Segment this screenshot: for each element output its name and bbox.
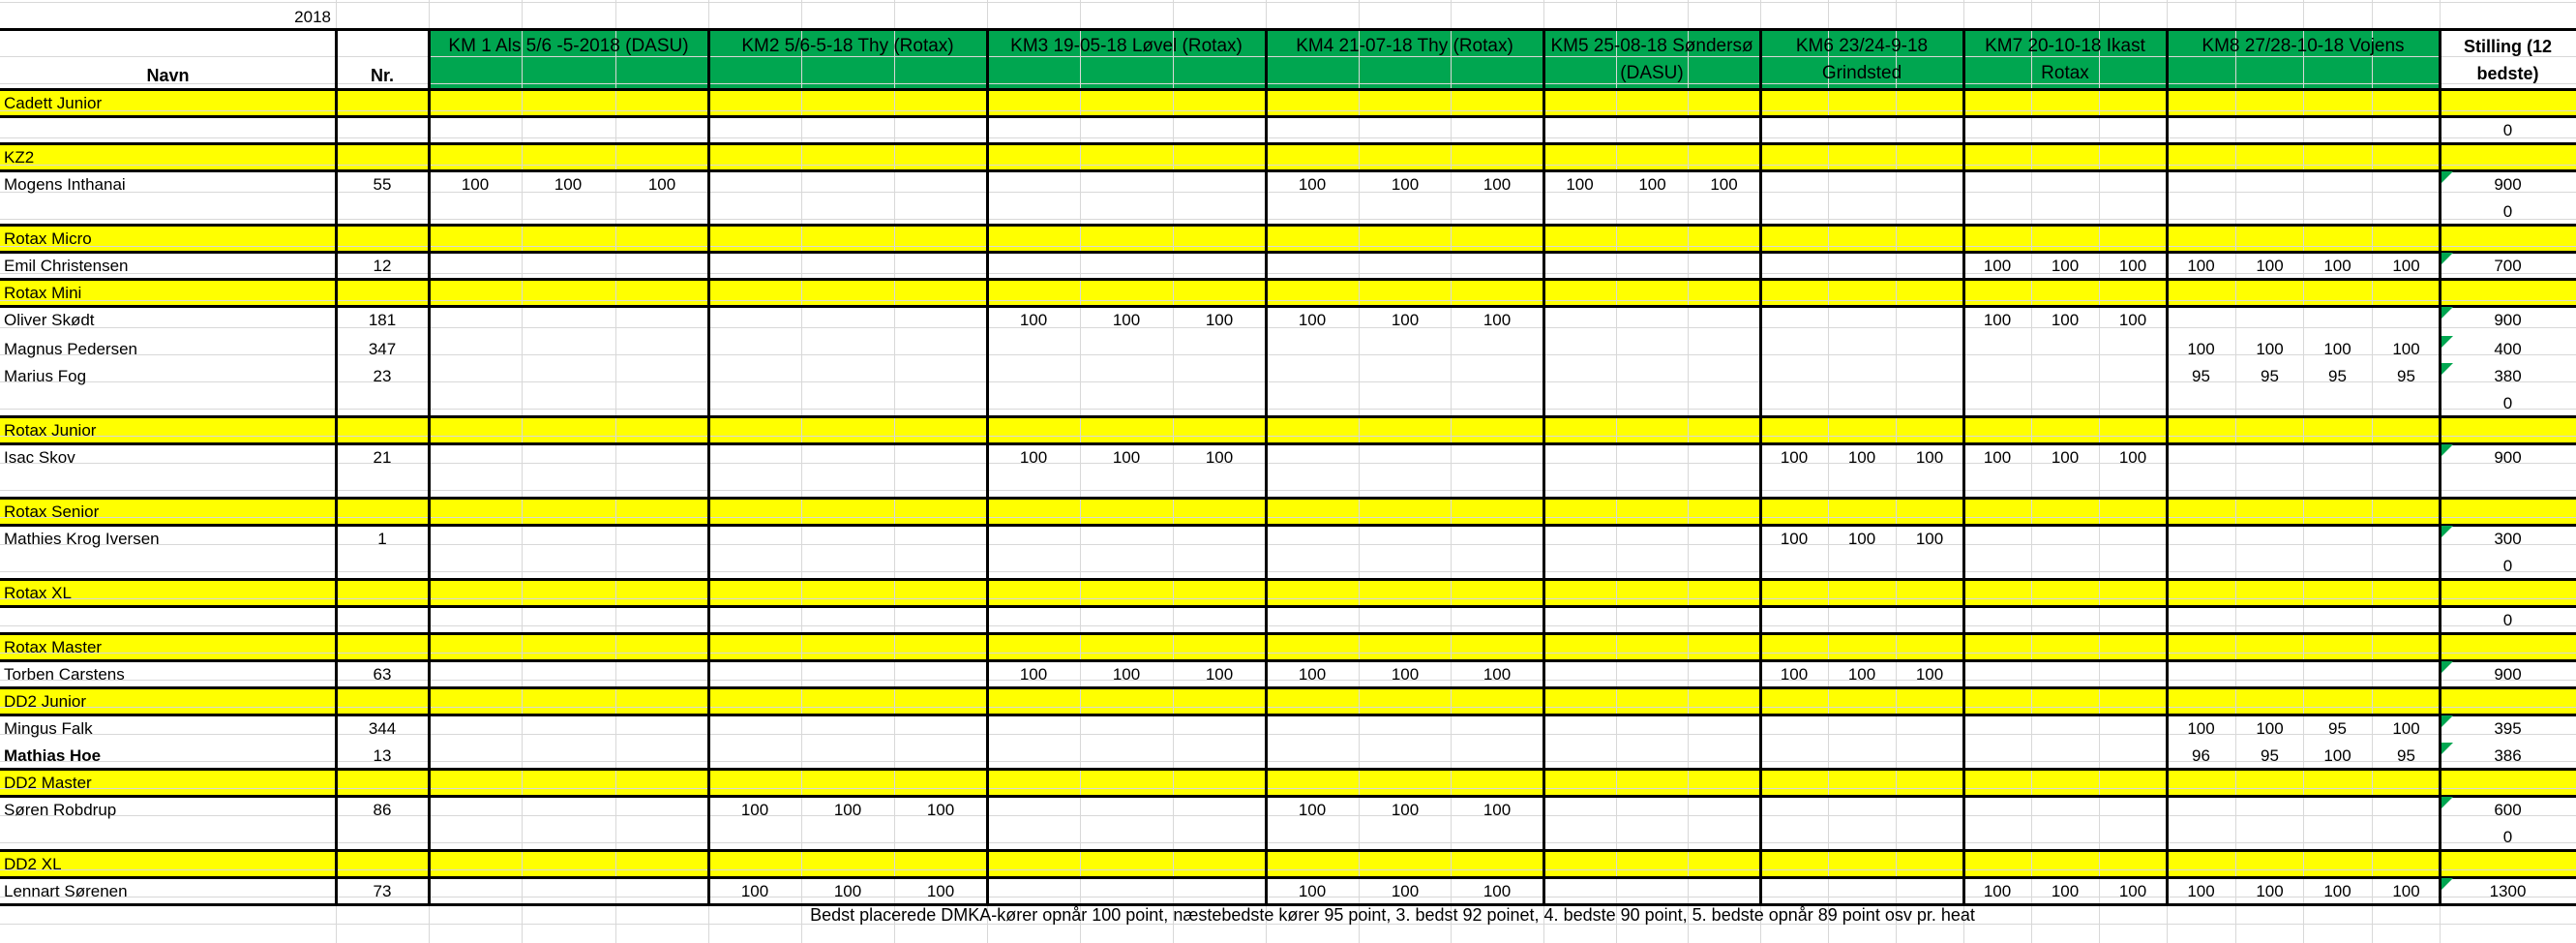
driver-number[interactable]: 181 bbox=[368, 310, 397, 329]
driver-name[interactable] bbox=[0, 389, 336, 416]
driver-name[interactable]: Marius Fog bbox=[4, 366, 87, 385]
heat-score[interactable]: 100 bbox=[1638, 174, 1666, 194]
heat-score[interactable]: 100 bbox=[2256, 718, 2284, 738]
standing-total[interactable]: 0 bbox=[2502, 827, 2513, 846]
class-band bbox=[0, 850, 2576, 877]
race-header-2[interactable]: KM2 5/6-5-18 Thy (Rotax) bbox=[741, 36, 954, 56]
heat-score[interactable]: 95 bbox=[2192, 366, 2210, 385]
class-label[interactable]: KZ2 bbox=[4, 147, 35, 167]
driver-number[interactable]: 13 bbox=[373, 745, 392, 765]
class-label[interactable]: DD2 Master bbox=[4, 773, 92, 792]
driver-number[interactable] bbox=[336, 389, 429, 416]
standing-total[interactable]: 380 bbox=[2494, 366, 2522, 385]
driver-number[interactable] bbox=[336, 198, 429, 225]
class-label[interactable]: DD2 Junior bbox=[4, 691, 87, 711]
driver-number[interactable]: 73 bbox=[373, 881, 392, 900]
driver-name[interactable]: Magnus Pedersen bbox=[4, 339, 137, 358]
driver-name[interactable] bbox=[0, 823, 336, 850]
race-header-3[interactable]: KM3 19-05-18 Løvel (Rotax) bbox=[1010, 36, 1243, 56]
standing-total[interactable]: 400 bbox=[2494, 339, 2522, 358]
race-header-6[interactable]: KM6 23/24-9-18 Grindsted bbox=[1795, 36, 1929, 83]
heat-score[interactable]: 100 bbox=[1391, 310, 1420, 329]
driver-name[interactable]: Lennart Sørenen bbox=[4, 881, 128, 900]
driver-name[interactable]: Søren Robdrup bbox=[4, 800, 117, 819]
standing-total[interactable]: 386 bbox=[2494, 745, 2522, 765]
heat-score[interactable]: 100 bbox=[1483, 800, 1512, 819]
heat-score[interactable]: 100 bbox=[2187, 718, 2215, 738]
heat-score[interactable]: 100 bbox=[1019, 664, 1048, 684]
standing-total[interactable]: 900 bbox=[2494, 174, 2522, 194]
driver-name[interactable] bbox=[0, 552, 336, 579]
class-band bbox=[0, 579, 2576, 606]
heat-score[interactable]: 100 bbox=[1983, 447, 2012, 467]
heat-score[interactable]: 100 bbox=[1112, 310, 1141, 329]
heat-score[interactable]: 100 bbox=[2187, 256, 2215, 275]
heat-score[interactable]: 100 bbox=[2256, 339, 2284, 358]
grid-line bbox=[0, 869, 2576, 870]
class-band bbox=[0, 225, 2576, 252]
comment-indicator-icon bbox=[2441, 171, 2453, 183]
heat-score[interactable]: 100 bbox=[2392, 881, 2420, 900]
heat-score[interactable]: 100 bbox=[2051, 447, 2080, 467]
standing-total[interactable]: 0 bbox=[2502, 393, 2513, 412]
heat-score[interactable]: 100 bbox=[2118, 310, 2147, 329]
driver-name[interactable]: Emil Christensen bbox=[4, 256, 129, 275]
race-header-7[interactable]: KM7 20-10-18 Ikast Rotax bbox=[1985, 36, 2145, 83]
heat-score[interactable]: 100 bbox=[1019, 447, 1048, 467]
heat-score[interactable]: 100 bbox=[1298, 174, 1327, 194]
driver-name[interactable] bbox=[0, 198, 336, 225]
heat-score[interactable]: 100 bbox=[2392, 256, 2420, 275]
driver-name[interactable]: Mingus Falk bbox=[4, 718, 93, 738]
standing-total[interactable]: 900 bbox=[2494, 447, 2522, 467]
heat-score[interactable]: 95 bbox=[2397, 745, 2415, 765]
class-band bbox=[0, 633, 2576, 660]
class-band bbox=[0, 279, 2576, 306]
driver-number[interactable]: 23 bbox=[373, 366, 392, 385]
heat-score[interactable]: 95 bbox=[2397, 366, 2415, 385]
class-label[interactable]: Rotax Master bbox=[4, 637, 103, 656]
heat-score[interactable]: 95 bbox=[2261, 366, 2279, 385]
heat-score[interactable]: 100 bbox=[2187, 881, 2215, 900]
driver-number[interactable]: 86 bbox=[373, 800, 392, 819]
heat-score[interactable]: 100 bbox=[1019, 310, 1048, 329]
heat-score[interactable]: 100 bbox=[1983, 310, 2012, 329]
standing-total[interactable]: 900 bbox=[2494, 310, 2522, 329]
header-name[interactable]: Navn bbox=[146, 66, 190, 85]
footnote: Bedst placerede DMKA-kører opnår 100 point, næstebedste kører 95 point, 3. bedst 92 poinet, 4. bedste 90 point, 5. bedste opnår 89 point osv pr. heat bbox=[810, 904, 1975, 925]
heat-score[interactable]: 100 bbox=[1847, 529, 1876, 548]
heat-score[interactable]: 100 bbox=[926, 881, 955, 900]
class-band bbox=[0, 89, 2576, 116]
heat-score[interactable]: 100 bbox=[2392, 718, 2420, 738]
heat-score[interactable]: 100 bbox=[1915, 447, 1944, 467]
border-line bbox=[707, 29, 710, 904]
driver-number[interactable]: 55 bbox=[373, 174, 392, 194]
heat-score[interactable]: 100 bbox=[1483, 881, 1512, 900]
driver-number[interactable]: 21 bbox=[373, 447, 392, 467]
heat-score[interactable]: 100 bbox=[1391, 800, 1420, 819]
race-header-1[interactable]: KM 1 Als 5/6 -5-2018 (DASU) bbox=[448, 36, 689, 56]
heat-score[interactable]: 100 bbox=[1983, 881, 2012, 900]
heat-score[interactable]: 100 bbox=[1847, 447, 1876, 467]
heat-score[interactable]: 100 bbox=[2323, 745, 2351, 765]
standing-total[interactable] bbox=[2440, 471, 2576, 498]
class-band bbox=[0, 769, 2576, 796]
heat-score[interactable]: 100 bbox=[2118, 881, 2147, 900]
standing-total[interactable]: 300 bbox=[2494, 529, 2522, 548]
grid-line bbox=[0, 110, 2576, 111]
class-label[interactable]: Rotax Junior bbox=[4, 420, 97, 440]
heat-score[interactable]: 100 bbox=[1391, 881, 1420, 900]
driver-number[interactable] bbox=[336, 116, 429, 143]
heat-score[interactable]: 100 bbox=[461, 174, 490, 194]
heat-score[interactable]: 100 bbox=[2118, 447, 2147, 467]
grid-line bbox=[0, 707, 2576, 708]
comment-indicator-icon bbox=[2441, 743, 2453, 754]
class-label[interactable]: Rotax Mini bbox=[4, 283, 82, 302]
heat-score[interactable]: 100 bbox=[2051, 256, 2080, 275]
driver-number[interactable]: 1 bbox=[377, 529, 387, 548]
standing-total[interactable]: 600 bbox=[2494, 800, 2522, 819]
heat-score[interactable]: 100 bbox=[1566, 174, 1594, 194]
grid-line bbox=[0, 788, 2576, 789]
heat-score[interactable]: 100 bbox=[2256, 881, 2284, 900]
heat-score[interactable]: 100 bbox=[1391, 174, 1420, 194]
heat-score[interactable]: 100 bbox=[1983, 256, 2012, 275]
heat-score[interactable]: 100 bbox=[1847, 664, 1876, 684]
heat-score[interactable]: 95 bbox=[2261, 745, 2279, 765]
grid-line bbox=[0, 165, 2576, 166]
heat-score[interactable]: 95 bbox=[2328, 718, 2347, 738]
heat-score[interactable]: 96 bbox=[2192, 745, 2210, 765]
heat-score[interactable]: 100 bbox=[1298, 664, 1327, 684]
class-label[interactable]: Rotax Senior bbox=[4, 502, 100, 521]
grid-line bbox=[0, 598, 2576, 599]
grid-line bbox=[0, 246, 2576, 247]
standing-total[interactable]: 0 bbox=[2502, 610, 2513, 629]
heat-score[interactable]: 100 bbox=[1483, 664, 1512, 684]
comment-indicator-icon bbox=[2441, 878, 2453, 890]
heat-score[interactable]: 100 bbox=[926, 800, 955, 819]
heat-score[interactable]: 100 bbox=[833, 800, 862, 819]
heat-score[interactable]: 100 bbox=[740, 800, 769, 819]
heat-score[interactable]: 100 bbox=[1298, 881, 1327, 900]
driver-name[interactable]: Mathies Krog Iversen bbox=[4, 529, 160, 548]
heat-score[interactable]: 100 bbox=[1780, 529, 1809, 548]
heat-score[interactable]: 100 bbox=[647, 174, 676, 194]
driver-name[interactable]: Oliver Skødt bbox=[4, 310, 95, 329]
driver-name[interactable]: Torben Carstens bbox=[4, 664, 125, 684]
heat-score[interactable]: 100 bbox=[1112, 447, 1141, 467]
race-header-8[interactable]: KM8 27/28-10-18 Vojens bbox=[2202, 36, 2405, 56]
heat-score[interactable]: 100 bbox=[1205, 310, 1234, 329]
standing-total[interactable]: 0 bbox=[2502, 120, 2513, 139]
comment-indicator-icon bbox=[2441, 307, 2453, 319]
heat-score[interactable]: 100 bbox=[1298, 800, 1327, 819]
driver-name[interactable] bbox=[0, 471, 336, 498]
driver-number[interactable]: 12 bbox=[373, 256, 392, 275]
heat-score[interactable]: 100 bbox=[2392, 339, 2420, 358]
class-label[interactable]: Rotax Micro bbox=[4, 228, 92, 248]
comment-indicator-icon bbox=[2441, 715, 2453, 727]
heat-score[interactable]: 100 bbox=[1915, 529, 1944, 548]
comment-indicator-icon bbox=[2441, 363, 2453, 375]
driver-name[interactable] bbox=[0, 606, 336, 633]
heat-score[interactable]: 100 bbox=[1112, 664, 1141, 684]
heat-score[interactable]: 100 bbox=[1780, 664, 1809, 684]
heat-score[interactable]: 100 bbox=[2323, 256, 2351, 275]
heat-score[interactable]: 100 bbox=[2051, 310, 2080, 329]
driver-number[interactable]: 63 bbox=[373, 664, 392, 684]
heat-score[interactable]: 100 bbox=[554, 174, 583, 194]
class-label[interactable]: Rotax XL bbox=[4, 583, 72, 602]
driver-name[interactable] bbox=[0, 116, 336, 143]
class-band bbox=[0, 498, 2576, 525]
heat-score[interactable]: 100 bbox=[833, 881, 862, 900]
driver-number[interactable]: 347 bbox=[368, 339, 397, 358]
heat-score[interactable]: 100 bbox=[1710, 174, 1738, 194]
heat-score[interactable]: 100 bbox=[2323, 881, 2351, 900]
heat-score[interactable]: 100 bbox=[740, 881, 769, 900]
heat-score[interactable]: 100 bbox=[1298, 310, 1327, 329]
heat-score[interactable]: 100 bbox=[1483, 174, 1512, 194]
heat-score[interactable]: 100 bbox=[2118, 256, 2147, 275]
header-nr[interactable]: Nr. bbox=[370, 66, 394, 85]
heat-score[interactable]: 100 bbox=[1205, 447, 1234, 467]
heat-score[interactable]: 100 bbox=[1915, 664, 1944, 684]
grid-line bbox=[0, 517, 2576, 518]
class-band bbox=[0, 143, 2576, 170]
grid-line bbox=[0, 436, 2576, 437]
heat-score[interactable]: 100 bbox=[1391, 664, 1420, 684]
heat-score[interactable]: 100 bbox=[1483, 310, 1512, 329]
heat-score[interactable]: 95 bbox=[2328, 366, 2347, 385]
race-header-4[interactable]: KM4 21-07-18 Thy (Rotax) bbox=[1296, 36, 1513, 56]
year-cell[interactable]: 2018 bbox=[294, 7, 331, 26]
driver-name[interactable]: Isac Skov bbox=[4, 447, 75, 467]
border-line bbox=[1543, 29, 1545, 904]
header-standing[interactable]: Stilling (12 bedste) bbox=[2463, 37, 2552, 83]
standing-total[interactable]: 900 bbox=[2494, 664, 2522, 684]
grid-line bbox=[0, 300, 2576, 301]
standing-total[interactable]: 700 bbox=[2494, 256, 2522, 275]
grid-line bbox=[0, 2, 2576, 3]
standing-total[interactable]: 0 bbox=[2502, 556, 2513, 575]
heat-score[interactable]: 100 bbox=[2256, 256, 2284, 275]
class-band bbox=[0, 687, 2576, 715]
comment-indicator-icon bbox=[2441, 336, 2453, 348]
class-label[interactable]: Cadett Junior bbox=[4, 93, 103, 112]
heat-score[interactable]: 100 bbox=[2323, 339, 2351, 358]
comment-indicator-icon bbox=[2441, 797, 2453, 808]
driver-number[interactable]: 344 bbox=[368, 718, 397, 738]
standing-total[interactable]: 1300 bbox=[2489, 881, 2527, 900]
driver-number[interactable] bbox=[336, 606, 429, 633]
heat-score[interactable]: 100 bbox=[2051, 881, 2080, 900]
driver-number[interactable] bbox=[336, 823, 429, 850]
heat-score[interactable]: 100 bbox=[2187, 339, 2215, 358]
driver-name[interactable]: Mogens Inthanai bbox=[4, 174, 126, 194]
comment-indicator-icon bbox=[2441, 444, 2453, 456]
comment-indicator-icon bbox=[2441, 253, 2453, 264]
class-band bbox=[0, 416, 2576, 443]
driver-number[interactable] bbox=[336, 471, 429, 498]
race-header-5[interactable]: KM5 25-08-18 Søndersø (DASU) bbox=[1550, 36, 1753, 83]
grid-line bbox=[0, 653, 2576, 654]
heat-score[interactable]: 100 bbox=[1780, 447, 1809, 467]
driver-number[interactable] bbox=[336, 552, 429, 579]
comment-indicator-icon bbox=[2441, 526, 2453, 537]
standing-total[interactable]: 0 bbox=[2502, 201, 2513, 221]
heat-score[interactable]: 100 bbox=[1205, 664, 1234, 684]
comment-indicator-icon bbox=[2441, 661, 2453, 673]
class-label[interactable]: DD2 XL bbox=[4, 854, 62, 873]
standing-total[interactable]: 395 bbox=[2494, 718, 2522, 738]
driver-name[interactable]: Mathias Hoe bbox=[4, 745, 102, 765]
